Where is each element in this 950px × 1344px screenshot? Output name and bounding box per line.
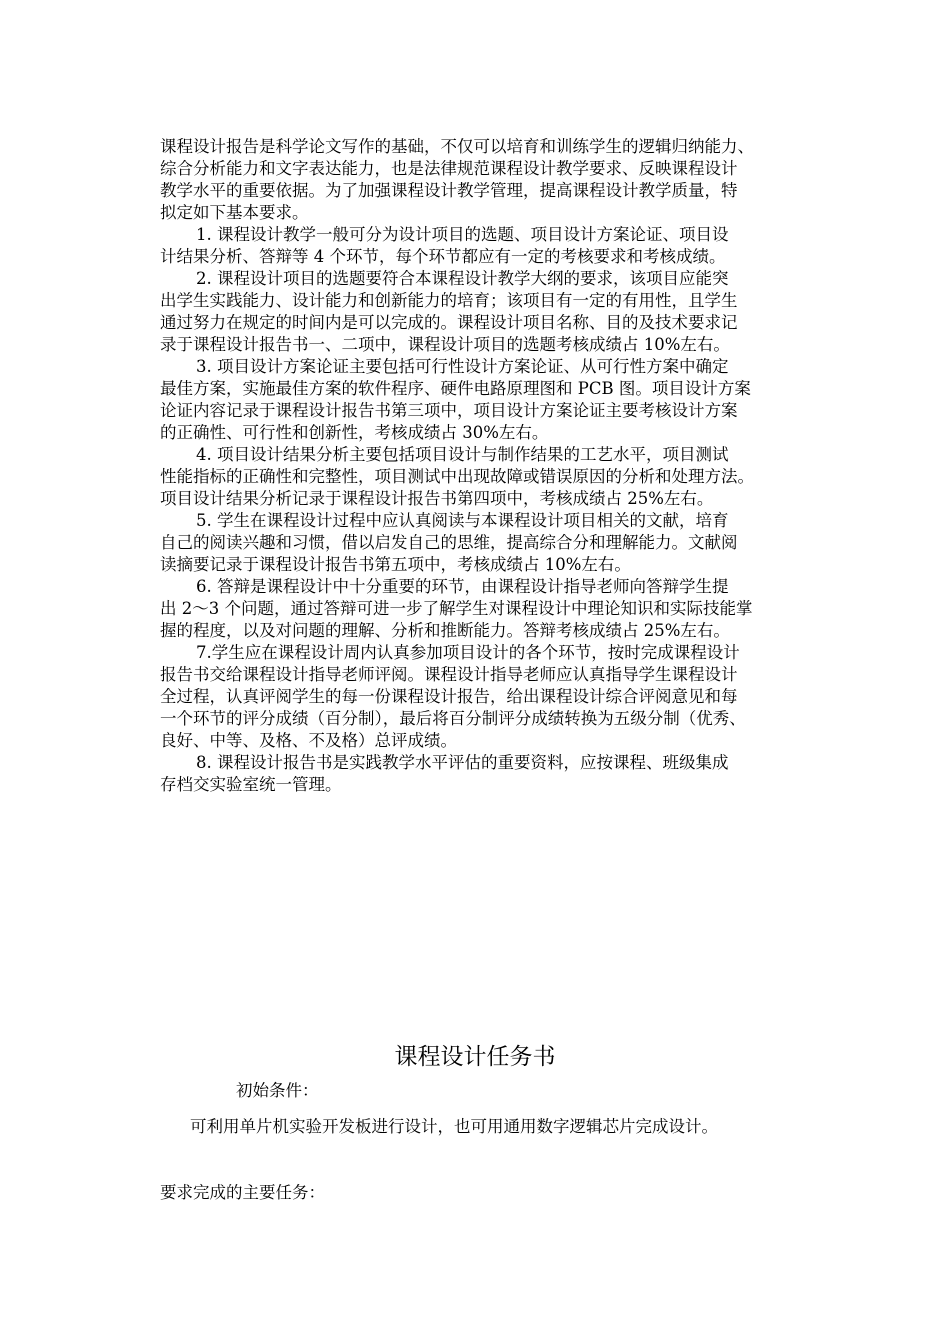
item-1-line-1: 1. 课程设计教学一般可分为设计项目的选题、项目设计方案论证、项目设 (196, 225, 729, 244)
item-7-line-3: 全过程，认真评阅学生的每一份课程设计报告，给出课程设计综合评阅意见和每 (160, 687, 738, 706)
item-3-line-2: 最佳方案，实施最佳方案的软件程序、硬件电路原理图和 PCB 图。项目设计方案 (160, 379, 751, 398)
intro-line-4: 拟定如下基本要求。 (160, 203, 309, 222)
item-4-line-2: 性能指标的正确性和完整性，项目测试中出现故障或错误原因的分析和处理方法。 (160, 467, 754, 486)
item-5-line-1: 5. 学生在课程设计过程中应认真阅读与本课程设计项目相关的文献，培育 (196, 511, 729, 530)
item-7-line-2: 报告书交给课程设计指导老师评阅。课程设计指导老师应认真指导学生课程设计 (160, 665, 738, 684)
item-2-line-4: 录于课程设计报告书一、二项中，课程设计项目的选题考核成绩占 10%左右。 (160, 335, 730, 354)
intro-line-1: 课程设计报告是科学论文写作的基础，不仅可以培育和训练学生的逻辑归纳能力、 (160, 137, 754, 156)
item-7-line-5: 良好、中等、及格、不及格）总评成绩。 (160, 731, 457, 750)
item-6-line-3: 握的程度，以及对问题的理解、分析和推断能力。答辩考核成绩占 25%左右。 (160, 621, 730, 640)
item-5-line-3: 读摘要记录于课程设计报告书第五项中，考核成绩占 10%左右。 (160, 555, 631, 574)
item-8-line-1: 8. 课程设计报告书是实践教学水平评估的重要资料，应按课程、班级集成 (196, 753, 729, 772)
item-3-line-4: 的正确性、可行性和创新性，考核成绩占 30%左右。 (160, 423, 549, 442)
item-6-line-1: 6. 答辩是课程设计中十分重要的环节，由课程设计指导老师向答辩学生提 (196, 577, 729, 596)
item-2-line-2: 出学生实践能力、设计能力和创新能力的培育；该项目有一定的有用性，且学生 (160, 291, 738, 310)
item-7-line-1: 7.学生应在课程设计周内认真参加项目设计的各个环节，按时完成课程设计 (196, 643, 740, 662)
initial-conditions-label: 初始条件： (236, 1081, 319, 1100)
initial-conditions-text: 可利用单片机实验开发板进行设计，也可用通用数字逻辑芯片完成设计。 (190, 1117, 718, 1136)
item-2-line-1: 2. 课程设计项目的选题要符合本课程设计教学大纲的要求，该项目应能突 (196, 269, 729, 288)
item-2-line-3: 通过努力在规定的时间内是可以完成的。课程设计项目名称、目的及技术要求记 (160, 313, 738, 332)
item-4-line-1: 4. 项目设计结果分析主要包括项目设计与制作结果的工艺水平，项目测试 (196, 445, 729, 464)
item-6-line-2: 出 2～3 个问题，通过答辩可进一步了解学生对课程设计中理论知识和实际技能掌 (160, 599, 753, 618)
item-1-line-2: 计结果分析、答辩等 4 个环节，每个环节都应有一定的考核要求和考核成绩。 (160, 247, 726, 266)
intro-line-2: 综合分析能力和文字表达能力，也是法律规范课程设计教学要求、反映课程设计 (160, 159, 738, 178)
item-7-line-4: 一个环节的评分成绩（百分制），最后将百分制评分成绩转换为五级分制（优秀、 (160, 709, 746, 728)
main-tasks-label: 要求完成的主要任务： (160, 1183, 325, 1202)
item-3-line-3: 论证内容记录于课程设计报告书第三项中，项目设计方案论证主要考核设计方案 (160, 401, 738, 420)
intro-line-3: 教学水平的重要依据。为了加强课程设计教学管理，提高课程设计教学质量，特 (160, 181, 738, 200)
item-8-line-2: 存档交实验室统一管理。 (160, 775, 342, 794)
item-5-line-2: 自己的阅读兴趣和习惯，借以启发自己的思维，提高综合分和理解能力。文献阅 (160, 533, 738, 552)
item-4-line-3: 项目设计结果分析记录于课程设计报告书第四项中，考核成绩占 25%左右。 (160, 489, 714, 508)
item-3-line-1: 3. 项目设计方案论证主要包括可行性设计方案论证、从可行性方案中确定 (196, 357, 729, 376)
task-title: 课程设计任务书 (394, 1044, 556, 1070)
